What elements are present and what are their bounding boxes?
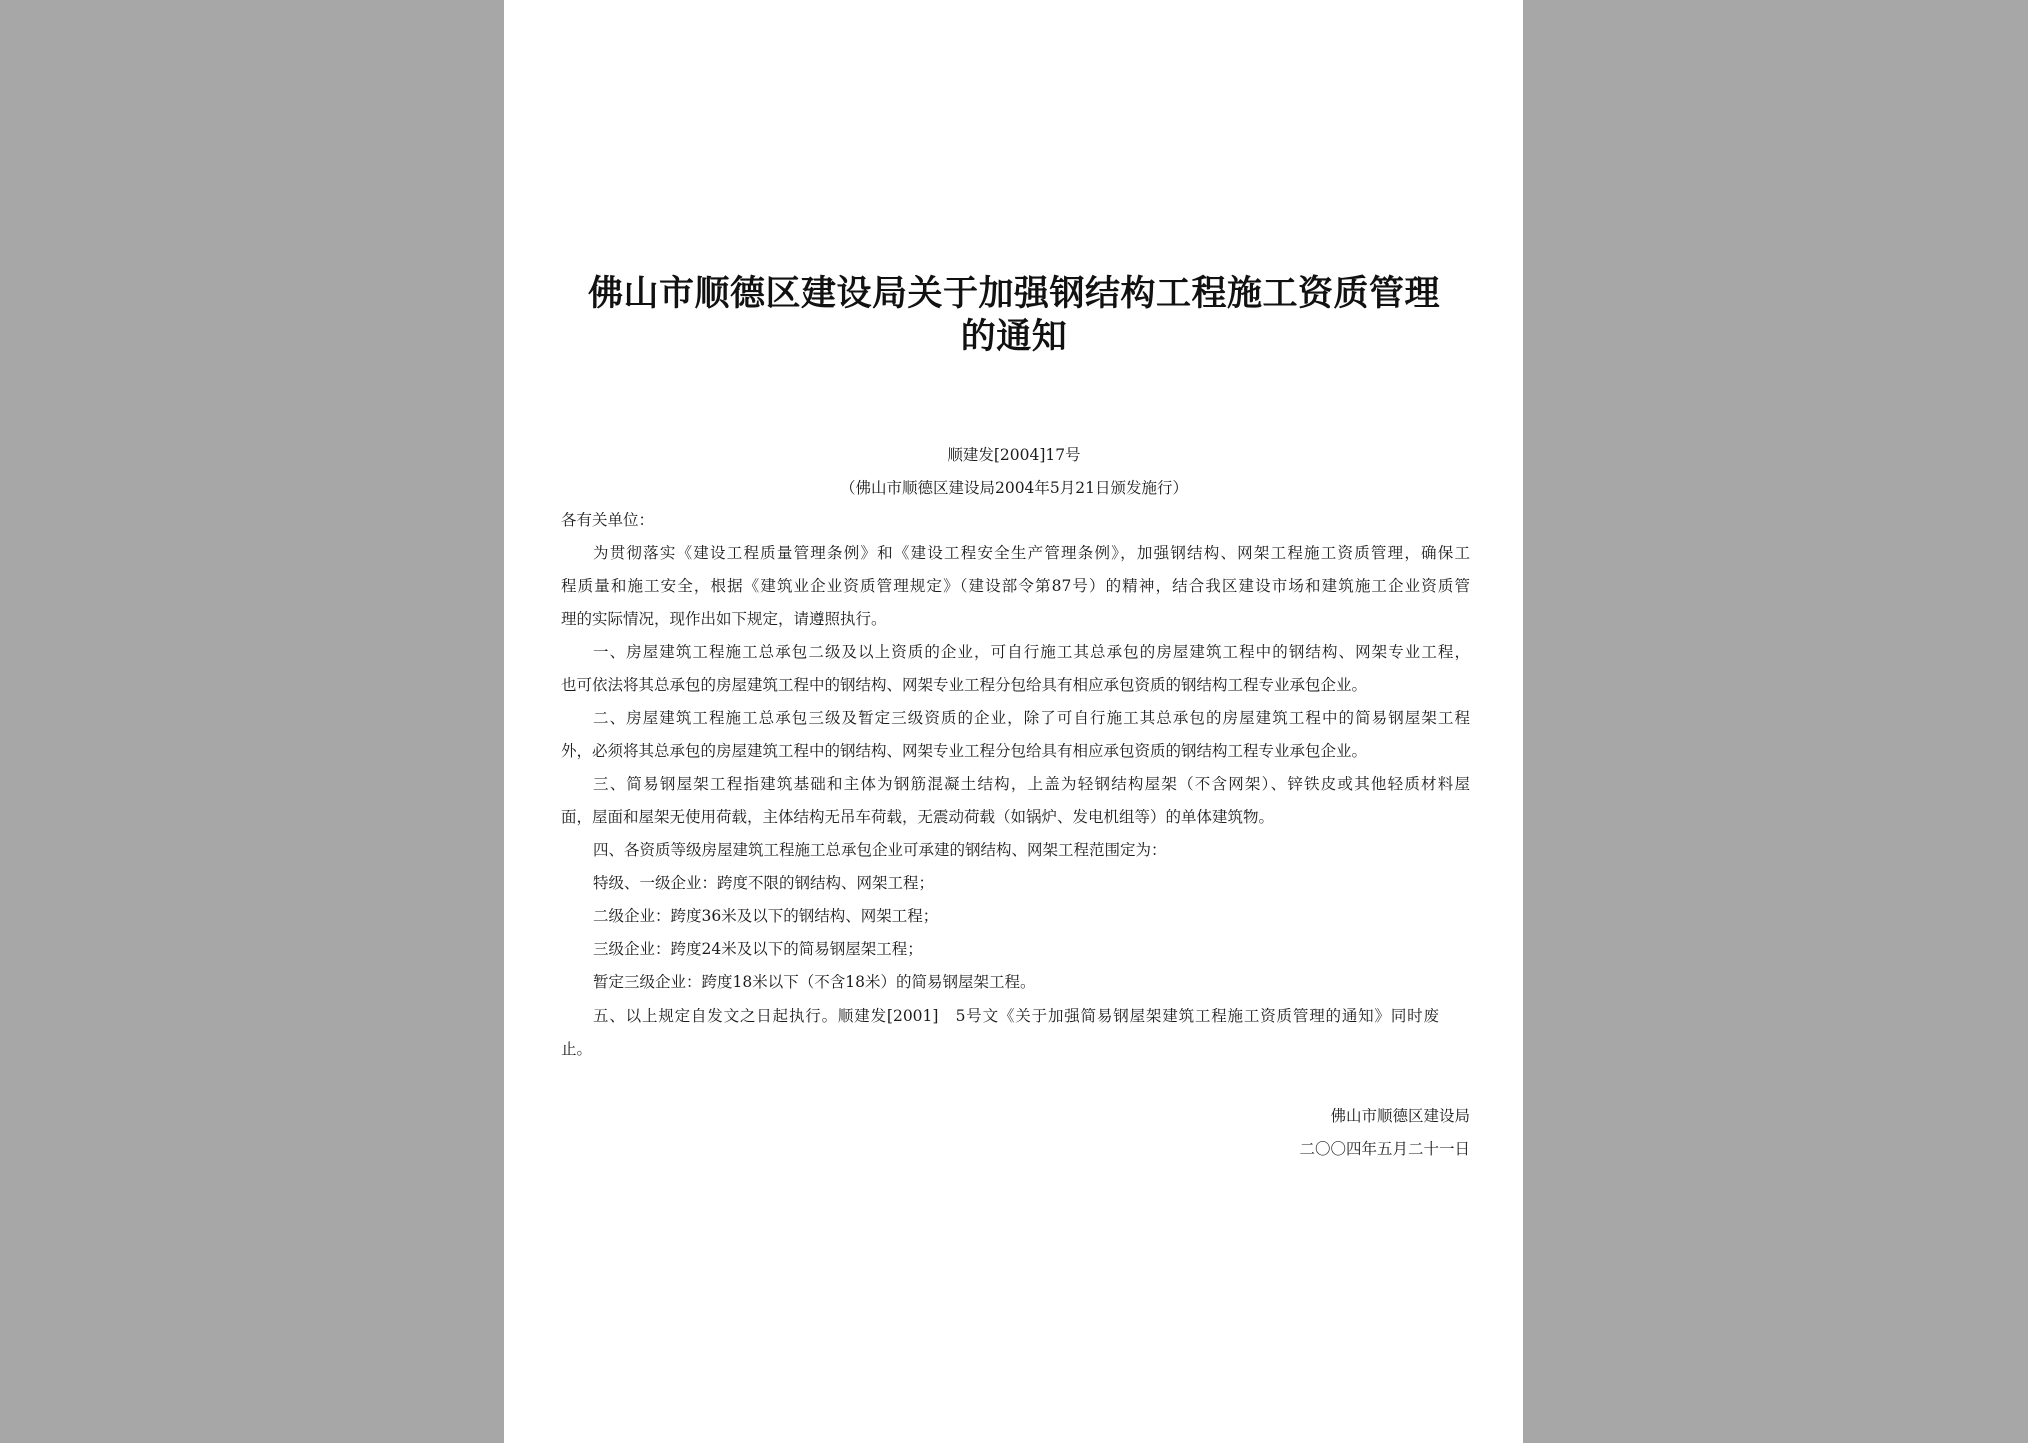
document-number: 顺建发[2004]17号	[947, 446, 1081, 464]
body-line: 暂定三级企业：跨度18米以下（不含18米）的简易钢屋架工程。	[593, 973, 1036, 991]
body-line: 二、房屋建筑工程施工总承包三级及暂定三级资质的企业，除了可自行施工其总承包的房屋建筑工程中的简易钢屋架工程	[593, 709, 1470, 727]
body-line: 也可依法将其总承包的房屋建筑工程中的钢结构、网架专业工程分包给具有相应承包资质的钢结构工程专业承包企业。	[561, 676, 1368, 694]
body-line: 为贯彻落实《建设工程质量管理条例》和《建设工程安全生产管理条例》，加强钢结构、网架工程施工资质管理，确保工	[593, 544, 1470, 562]
body-line: 面，屋面和屋架无使用荷载，主体结构无吊车荷载，无震动荷载（如锅炉、发电机组等）的单体建筑物。	[561, 808, 1275, 826]
body-line: 三级企业：跨度24米及以下的简易钢屋架工程；	[593, 940, 923, 958]
body-line: 程质量和施工安全，根据《建筑业企业资质管理规定》（建设部令第87号）的精神，结合我区建设市场和建筑施工企业资质管	[561, 577, 1470, 595]
body-line: 外，必须将其总承包的房屋建筑工程中的钢结构、网架专业工程分包给具有相应承包资质的钢结构工程专业承包企业。	[561, 742, 1368, 760]
salutation: 各有关单位：	[561, 511, 655, 529]
body-line: 三、简易钢屋架工程指建筑基础和主体为钢筋混凝土结构，上盖为轻钢结构屋架（不含网架）、锌铁皮或其他轻质材料屋	[593, 775, 1470, 793]
body-line: 一、房屋建筑工程施工总承包二级及以上资质的企业，可自行施工其总承包的房屋建筑工程中的钢结构、网架专业工程，	[593, 643, 1470, 661]
body-line: 四、各资质等级房屋建筑工程施工总承包企业可承建的钢结构、网架工程范围定为：	[593, 841, 1167, 859]
document-page	[504, 0, 1523, 1443]
body-line: 五、以上规定自发文之日起执行。顺建发[2001] 5号文《关于加强简易钢屋架建筑工程施工资质管理的通知》同时废	[593, 1007, 1439, 1025]
document-title-line-1: 佛山市顺德区建设局关于加强钢结构工程施工资质管理	[587, 273, 1440, 314]
body-line: 止。	[561, 1040, 593, 1058]
issued-note: （佛山市顺德区建设局2004年5月21日颁发施行）	[839, 479, 1189, 497]
signature-org: 佛山市顺德区建设局	[1330, 1107, 1470, 1125]
body-line: 特级、一级企业：跨度不限的钢结构、网架工程；	[593, 874, 935, 892]
document-title-line-2: 的通知	[960, 316, 1068, 357]
body-line: 二级企业：跨度36米及以下的钢结构、网架工程；	[593, 907, 939, 925]
body-line: 理的实际情况，现作出如下规定，请遵照执行。	[561, 610, 887, 628]
signature-date: 二〇〇四年五月二十一日	[1299, 1140, 1470, 1158]
